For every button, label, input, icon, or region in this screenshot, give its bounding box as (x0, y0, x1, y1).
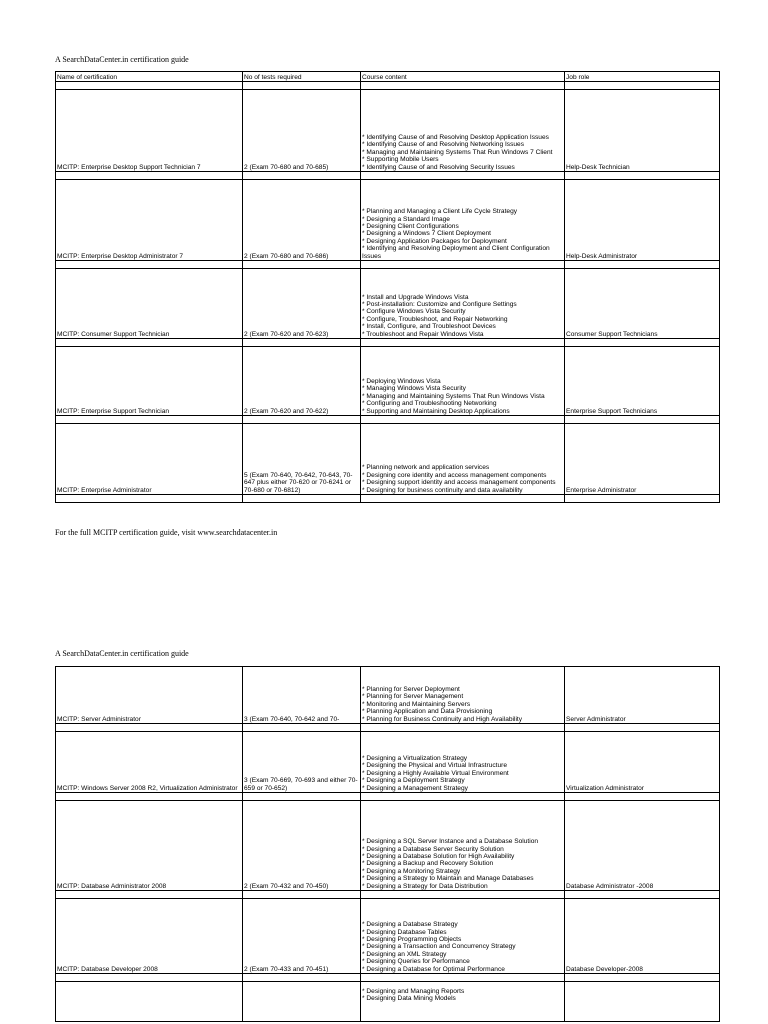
content-item: * Designing for business continuity and data availability (362, 486, 523, 494)
header-role: Job role (565, 72, 720, 82)
cert-name: MCITP: Enterprise Desktop Support Technician 7 (56, 90, 243, 172)
cert-role (565, 982, 720, 1022)
header-name: Name of certification (56, 72, 243, 82)
cert-tests: 2 (Exam 70-432 and 70-450) (243, 801, 361, 891)
table-row (56, 347, 720, 416)
content-item: * Designing Programming Objects (362, 935, 462, 943)
content-item: * Managing Windows Vista Security (362, 385, 466, 393)
content-item: * Configure, Troubleshoot, and Repair Networking (362, 315, 508, 323)
cert-content (361, 732, 565, 793)
cert-content (361, 424, 565, 495)
cert-role: Consumer Support Technicians (565, 269, 720, 339)
content-item: * Planning and Managing a Client Life Cycle Strategy (362, 208, 518, 216)
content-item: * Supporting and Maintaining Desktop Applications (362, 407, 510, 415)
content-item: * Designing a Management Strategy (362, 784, 468, 792)
cert-name: MCITP: Enterprise Administrator (56, 424, 243, 495)
content-item: * Identifying Cause of and Resolving Desktop Application Issues (362, 133, 549, 141)
content-item: * Designing a Highly Available Virtual Environment (362, 769, 509, 777)
content-item: * Planning Application and Data Provisioning (362, 708, 493, 716)
cert-role: Help-Desk Administrator (565, 180, 720, 261)
cert-name: MCITP: Windows Server 2008 R2, Virtualization Administrator (56, 732, 243, 793)
cert-name: MCITP: Database Administrator 2008 (56, 801, 243, 891)
content-item: * Designing a Strategy to Maintain and Manage Databases (362, 875, 534, 883)
cert-tests (243, 982, 361, 1022)
content-item: * Designing a Transaction and Concurrency Strategy (362, 943, 516, 951)
content-item: * Identifying Cause of and Resolving Security Issues (362, 163, 515, 171)
content-item: * Identifying Cause of and Resolving Networking Issues (362, 141, 525, 149)
certification-table-2 (55, 666, 720, 1022)
content-item: * Designing core identity and access management components (362, 471, 547, 479)
content-item: * Install and Upgrade Windows Vista (362, 293, 469, 301)
table-row (56, 180, 720, 261)
cert-role: Database Developer-2008 (565, 899, 720, 974)
header-content: Course content (361, 72, 565, 82)
content-item: * Designing a Deployment Strategy (362, 777, 465, 785)
content-item: * Designing Client Configurations (362, 222, 459, 230)
content-item: * Designing a Standard Image (362, 215, 450, 223)
content-item: * Deploying Windows Vista (362, 377, 441, 385)
table-row (56, 667, 720, 724)
content-item: * Designing a Database Solution for High Availability (362, 852, 515, 860)
cert-content (361, 899, 565, 974)
content-item: * Designing Data Mining Models (362, 995, 456, 1003)
cert-tests: 2 (Exam 70-680 and 70-685) (243, 90, 361, 172)
cert-tests: 3 (Exam 70-640, 70-642 and 70- (243, 667, 361, 724)
content-item: * Designing a Database Server Security Solution (362, 845, 504, 853)
header-tests: No of tests required (243, 72, 361, 82)
section2-title: A SearchDataCenter.in certification guide (55, 649, 189, 658)
cert-content (361, 982, 565, 1022)
content-item: * Planning network and application services (362, 464, 490, 472)
cert-name: MCITP: Consumer Support Technician (56, 269, 243, 339)
content-item: * Designing support identity and access management components (362, 479, 556, 487)
content-item: * Designing Application Packages for Deployment (362, 237, 507, 245)
content-item: * Designing a Windows 7 Client Deployment (362, 230, 492, 238)
content-item: * Monitoring and Maintaining Servers (362, 700, 471, 708)
content-item: * Identifying and Resolving Deployment and Client Configuration Issues (362, 245, 550, 260)
cert-role: Server Administrator (565, 667, 720, 724)
cert-content (361, 180, 565, 261)
table-row (56, 982, 720, 1022)
table-row (56, 269, 720, 339)
cert-content (361, 347, 565, 416)
section1-title: A SearchDataCenter.in certification guide (55, 55, 189, 64)
cert-tests: 2 (Exam 70-680 and 70-686) (243, 180, 361, 261)
content-item: * Designing a Database Strategy (362, 921, 458, 929)
cert-tests: 2 (Exam 70-433 and 70-451) (243, 899, 361, 974)
cert-name (56, 982, 243, 1022)
table-row (56, 732, 720, 793)
table-row (56, 801, 720, 891)
content-item: * Designing a Backup and Recovery Solution (362, 860, 494, 868)
section1-footnote: For the full MCITP certification guide, visit www.searchdatacenter.in (55, 528, 278, 537)
cert-tests: 3 (Exam 70-669, 70-693 and either 70-659 or 70-652) (243, 732, 361, 793)
content-item: * Configuring and Troubleshooting Networking (362, 400, 497, 408)
cert-content (361, 269, 565, 339)
content-item: * Install, Configure, and Troubleshoot Devices (362, 323, 496, 331)
content-item: * Designing Queries for Performance (362, 958, 470, 966)
cert-name: MCITP: Database Developer 2008 (56, 899, 243, 974)
table-row (56, 899, 720, 974)
content-item: * Supporting Mobile Users (362, 156, 439, 164)
content-item: * Troubleshoot and Repair Windows Vista (362, 330, 484, 338)
content-item: * Designing a Virtualization Strategy (362, 754, 468, 762)
cert-role: Database Administrator -2008 (565, 801, 720, 891)
content-item: * Planning for Server Management (362, 693, 464, 701)
cert-role: Enterprise Administrator (565, 424, 720, 495)
content-item: * Designing a SQL Server Instance and a Database Solution (362, 838, 539, 846)
table-header-row (56, 72, 720, 82)
cert-name: MCITP: Server Administrator (56, 667, 243, 724)
content-item: * Designing Database Tables (362, 928, 447, 936)
content-item: * Designing the Physical and Virtual Infrastructure (362, 762, 508, 770)
content-item: * Designing a Strategy for Data Distribution (362, 882, 488, 890)
content-item: * Designing and Managing Reports (362, 988, 465, 995)
cert-tests: 2 (Exam 70-620 and 70-623) (243, 269, 361, 339)
cert-content (361, 667, 565, 724)
content-item: * Designing an XML Strategy (362, 950, 447, 958)
cert-name: MCITP: Enterprise Desktop Administrator 7 (56, 180, 243, 261)
cert-name: MCITP: Enterprise Support Technician (56, 347, 243, 416)
cert-tests: 5 (Exam 70-640, 70-642, 70-643, 70-647 plus either 70-620 or 70-6241 or 70-680 or 70-6812) (243, 424, 361, 495)
cert-tests: 2 (Exam 70-620 and 70-622) (243, 347, 361, 416)
content-item: * Configure Windows Vista Security (362, 308, 466, 316)
cert-role: Help-Desk Technician (565, 90, 720, 172)
cert-role: Enterprise Support Technicians (565, 347, 720, 416)
content-item: * Designing a Monitoring Strategy (362, 867, 461, 875)
content-item: * Post-installation: Customize and Configure Settings (362, 300, 517, 308)
cert-content (361, 90, 565, 172)
content-item: * Planning for Server Deployment (362, 685, 460, 693)
content-item: * Managing and Maintaining Systems That Run Windows Vista (362, 392, 545, 400)
certification-table-1 (55, 71, 720, 503)
table-row (56, 90, 720, 172)
cert-role: Virtualization Administrator (565, 732, 720, 793)
content-item: * Designing a Database for Optimal Performance (362, 965, 505, 973)
content-item: * Managing and Maintaining Systems That Run Windows 7 Client (362, 148, 553, 156)
content-item: * Planning for Business Continuity and High Availability (362, 715, 523, 723)
cert-content (361, 801, 565, 891)
table-row (56, 424, 720, 495)
